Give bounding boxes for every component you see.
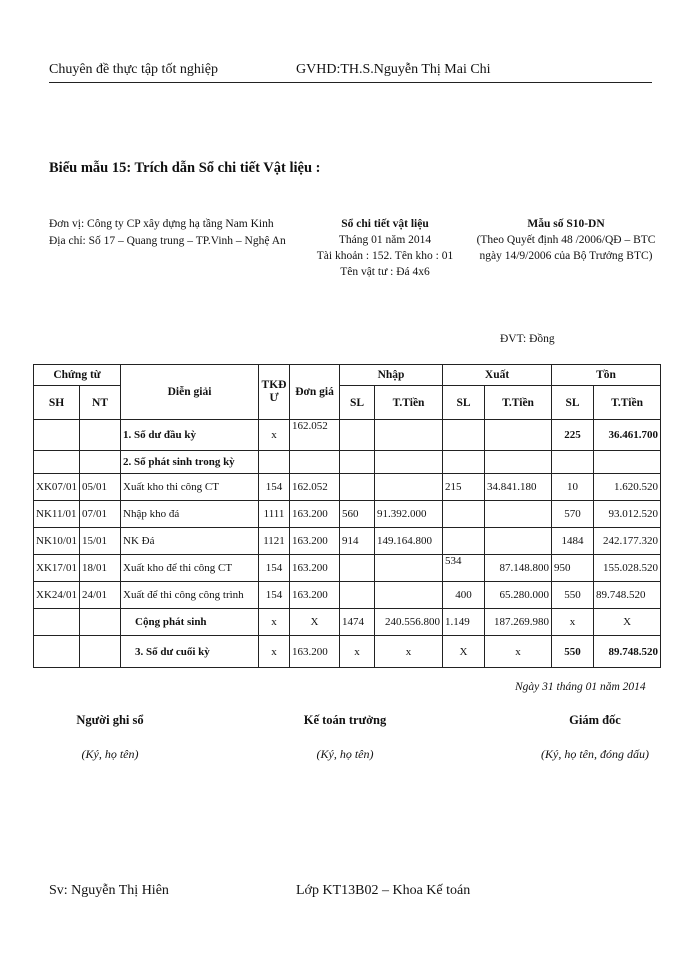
header-left: Chuyên đề thực tập tốt nghiệp [49,62,218,77]
col-xuat-sl: SL [443,386,485,420]
col-xuat-tt: T.Tiền [485,386,552,420]
form-title: Biểu mẫu 15: Trích dẫn Sổ chi tiết Vật liệu : [49,160,321,176]
footer-left: Sv: Nguyễn Thị Hiên [49,883,169,898]
header-divider [49,82,652,83]
col-nhap-tt: T.Tiền [375,386,443,420]
col-nhap-sl: SL [340,386,375,420]
col-nhap: Nhập [340,365,443,386]
col-ton: Tồn [552,365,661,386]
form-date: ngày 14/9/2006 của Bộ Trưởng BTC) [479,250,653,262]
book-info [300,216,470,280]
ledger-table [33,364,661,668]
col-don-gia: Đơn giá [290,365,340,420]
book-month: Tháng 01 năm 2014 [338,234,432,246]
table-row: XK24/01 24/01 Xuất để thi công công trình 154 163.200 400 65.280.000 550 89.748.520 [34,582,661,609]
book-account: Tài khoản : 152. Tên kho : 01 [316,250,454,262]
signer-accountant-sub: (Ký, họ tên) [316,747,374,761]
form-decision: (Theo Quyết định 48 /2006/QĐ – BTC [476,234,656,246]
footer-right: Lớp KT13B02 – Khoa Kế toán [296,883,471,898]
table-row: NK10/01 15/01 NK Đá 1121 163.200 914 149.164.800 1484 242.177.320 [34,528,661,555]
col-tkdu: TKĐ Ư [259,365,290,420]
col-sh: SH [34,386,80,420]
table-row: NK11/01 07/01 Nhập kho đá 1111 163.200 560 91.392.000 570 93.012.520 [34,501,661,528]
col-chung-tu: Chứng từ [34,365,121,386]
signer-recorder-title: Người ghi sổ [76,713,144,727]
form-code: Mẫu số S10-DN [527,218,605,230]
signer-director-sub: (Ký, họ tên, đóng dấu) [541,747,649,761]
header-right: GVHD:TH.S.Nguyễn Thị Mai Chi [296,62,491,77]
table-row: XK17/01 18/01 Xuất kho để thi công CT 154 163.200 534 87.148.800 950 155.028.520 [34,555,661,582]
arising-row: 2. Số phát sinh trong kỳ [34,451,661,474]
total-row: Cộng phát sinh x X 1474 240.556.800 1.149 187.269.980 x X [34,609,661,636]
unit-note: ĐVT: Đồng [500,333,555,345]
company-address: Địa chỉ: Số 17 – Quang trung – TP.Vinh – Nghệ An [49,235,286,247]
col-nt: NT [80,386,121,420]
signer-recorder-sub: (Ký, họ tên) [81,747,139,761]
col-ton-sl: SL [552,386,594,420]
opening-row: 1. Số dư đầu kỳ x 162.052 225 36.461.700 [34,420,661,451]
col-xuat: Xuất [443,365,552,386]
col-ton-tt: T.Tiền [594,386,661,420]
signer-accountant-title: Kế toán trưởng [303,713,387,727]
signer-director-title: Giám đốc [569,713,621,727]
date-line: Ngày 31 tháng 01 năm 2014 [515,681,646,693]
book-material: Tên vật tư : Đá 4x6 [340,266,430,278]
company-unit: Đơn vị: Công ty CP xây dựng hạ tầng Nam Kinh [49,218,274,230]
form-code-block [476,216,656,264]
table-row: XK07/01 05/01 Xuất kho thi công CT 154 162.052 215 34.841.180 10 1.620.520 [34,474,661,501]
closing-row: 3. Số dư cuối kỳ x 163.200 x x X x 550 89.748.520 [34,636,661,668]
col-dien-giai: Diễn giải [121,365,259,420]
book-title: Sổ chi tiết vật liệu [341,218,429,230]
